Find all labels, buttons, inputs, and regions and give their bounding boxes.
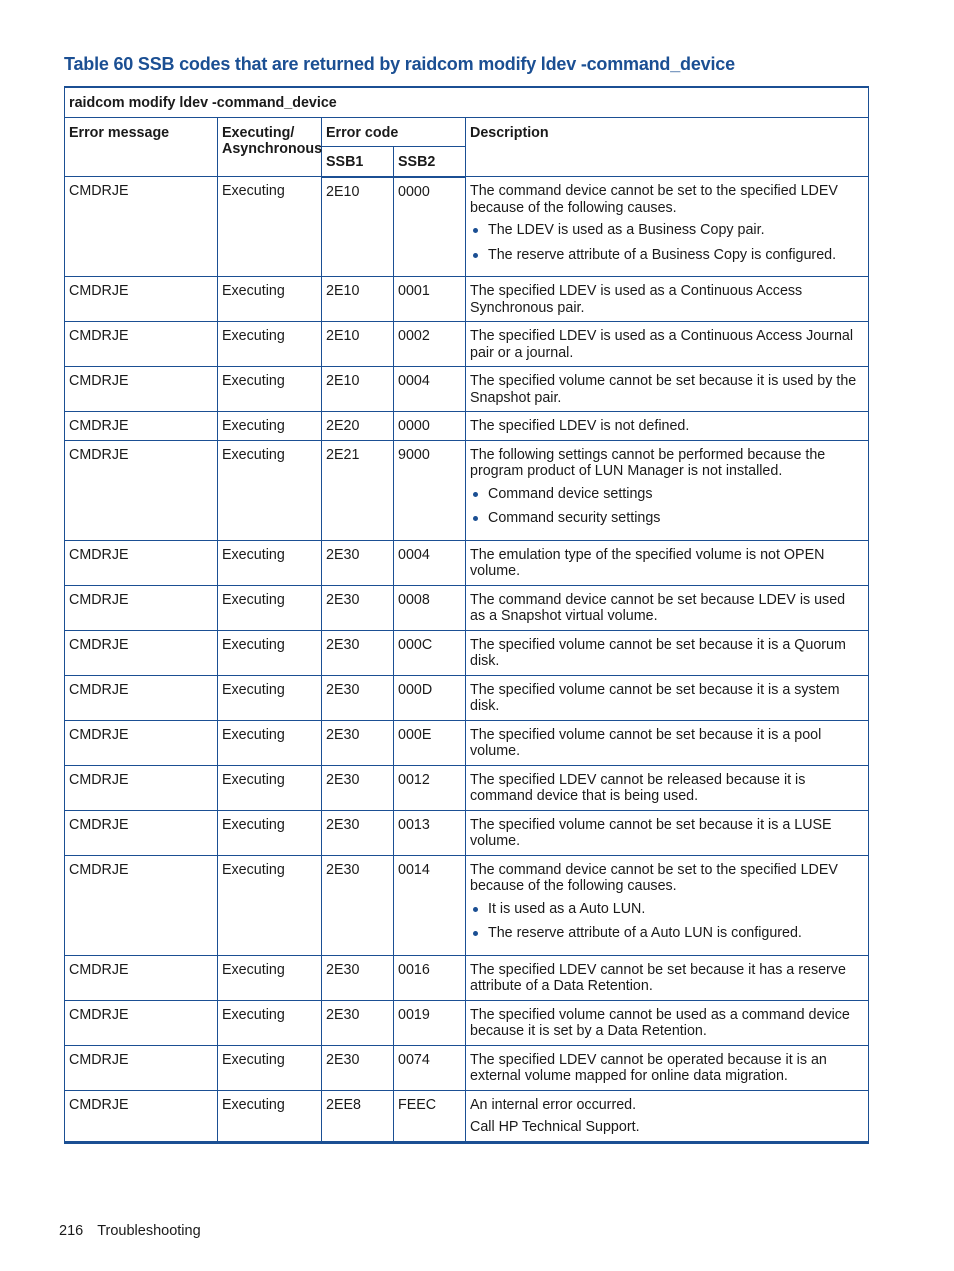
cell-description (466, 630, 869, 675)
cell-ssb2: 0019 (394, 1000, 466, 1045)
cell-ssb1: 2E30 (322, 855, 394, 955)
cell-description (466, 810, 869, 855)
cell-description (466, 675, 869, 720)
cell-description (466, 322, 869, 367)
table-row (65, 765, 869, 810)
cell-ssb1: 2E30 (322, 810, 394, 855)
cell-ssb2: 0000 (394, 412, 466, 441)
cell-ssb1: 2E21 (322, 440, 394, 540)
cell-error-message: CMDRJE (65, 440, 218, 540)
cell-description (466, 412, 869, 441)
description-text: The specified volume cannot be set because it is a pool volume. (470, 726, 822, 759)
cell-executing: Executing (218, 585, 322, 630)
cell-executing: Executing (218, 440, 322, 540)
cell-description (466, 177, 869, 277)
table-row (65, 855, 869, 955)
section-name: Troubleshooting (97, 1223, 201, 1239)
cell-error-message: CMDRJE (65, 1045, 218, 1090)
cell-ssb2: 0008 (394, 585, 466, 630)
cell-executing: Executing (218, 720, 322, 765)
cell-executing: Executing (218, 855, 322, 955)
cell-executing: Executing (218, 675, 322, 720)
description-text: The following settings cannot be performed because the program product of LUN Manager is not installed. (470, 446, 826, 479)
cell-error-message: CMDRJE (65, 630, 218, 675)
cell-executing: Executing (218, 765, 322, 810)
cell-description (466, 855, 869, 955)
cell-ssb1: 2E30 (322, 585, 394, 630)
header-error-message: Error message (65, 117, 218, 177)
cell-ssb1: 2E30 (322, 1000, 394, 1045)
cell-executing: Executing (218, 810, 322, 855)
cell-ssb2: 0014 (394, 855, 466, 955)
cause-list-item: Command device settings (488, 486, 864, 503)
header-executing (218, 117, 322, 177)
description-text: The specified volume cannot be set because it is used by the Snapshot pair. (470, 373, 857, 406)
cell-description (466, 440, 869, 540)
description-text: The emulation type of the specified volume is not OPEN volume. (470, 546, 825, 579)
cell-ssb2: 0000 (394, 177, 466, 277)
table-row (65, 630, 869, 675)
table-row (65, 367, 869, 412)
description-text: The specified LDEV is used as a Continuous Access Journal pair or a journal. (470, 328, 854, 361)
description-note: Call HP Technical Support. (470, 1119, 640, 1135)
cell-description (466, 955, 869, 1000)
cell-description (466, 277, 869, 322)
header-description: Description (466, 117, 869, 177)
cell-executing: Executing (218, 322, 322, 367)
cell-executing: Executing (218, 540, 322, 585)
cell-description (466, 585, 869, 630)
cell-executing: Executing (218, 277, 322, 322)
cell-ssb2: 0001 (394, 277, 466, 322)
cell-error-message: CMDRJE (65, 322, 218, 367)
cause-list-item: The reserve attribute of a Business Copy is configured. (488, 247, 864, 264)
cell-executing: Executing (218, 177, 322, 277)
cause-list (470, 901, 864, 942)
description-text: The command device cannot be set because LDEV is used as a Snapshot virtual volume. (470, 591, 846, 624)
cell-ssb2: 000C (394, 630, 466, 675)
cell-ssb2: 000E (394, 720, 466, 765)
cell-error-message: CMDRJE (65, 1000, 218, 1045)
description-text: The specified volume cannot be set because it is a LUSE volume. (470, 816, 832, 849)
cause-list-item: It is used as a Auto LUN. (488, 901, 864, 918)
cell-ssb1: 2E30 (322, 675, 394, 720)
cell-executing: Executing (218, 1000, 322, 1045)
table-row (65, 720, 869, 765)
cell-ssb2: 0016 (394, 955, 466, 1000)
table-row (65, 277, 869, 322)
cell-ssb1: 2E30 (322, 720, 394, 765)
cell-error-message: CMDRJE (65, 855, 218, 955)
cell-description (466, 1000, 869, 1045)
cell-error-message: CMDRJE (65, 955, 218, 1000)
cell-ssb1: 2E30 (322, 955, 394, 1000)
cell-error-message: CMDRJE (65, 675, 218, 720)
cell-executing: Executing (218, 1045, 322, 1090)
cell-executing: Executing (218, 955, 322, 1000)
table-row (65, 1090, 869, 1142)
cell-ssb2: 9000 (394, 440, 466, 540)
cell-ssb2: 0074 (394, 1045, 466, 1090)
table-row (65, 955, 869, 1000)
cell-ssb1: 2E30 (322, 540, 394, 585)
cell-ssb1: 2E30 (322, 630, 394, 675)
cell-ssb2: 0012 (394, 765, 466, 810)
cell-error-message: CMDRJE (65, 1090, 218, 1142)
table-row (65, 540, 869, 585)
cell-ssb1: 2E20 (322, 412, 394, 441)
description-text: The specified volume cannot be used as a command device because it is set by a Data Retention. (470, 1006, 850, 1039)
table-command-header: raidcom modify ldev -command_device (65, 87, 869, 117)
table-caption: Table 60 SSB codes that are returned by raidcom modify ldev -command_device (64, 54, 735, 74)
description-text: An internal error occurred. (470, 1096, 637, 1113)
table-body (65, 177, 869, 1143)
description-text: The specified LDEV is used as a Continuous Access Synchronous pair. (470, 283, 803, 316)
cell-ssb2: 0004 (394, 367, 466, 412)
cell-ssb1: 2E10 (322, 277, 394, 322)
cell-error-message: CMDRJE (65, 367, 218, 412)
cell-error-message: CMDRJE (65, 412, 218, 441)
cell-description (466, 367, 869, 412)
header-executing-line2: Asynchronous (222, 141, 323, 157)
cause-list-item: The LDEV is used as a Business Copy pair. (488, 222, 864, 239)
description-text: The specified volume cannot be set because it is a system disk. (470, 681, 840, 714)
cell-description (466, 1045, 869, 1090)
page-number: 216 (59, 1223, 84, 1239)
description-text: The specified LDEV is not defined. (470, 418, 690, 434)
cell-executing: Executing (218, 367, 322, 412)
description-text: The specified LDEV cannot be released because it is command device that is being used. (470, 771, 806, 804)
cell-error-message: CMDRJE (65, 177, 218, 277)
cell-ssb1: 2E30 (322, 1045, 394, 1090)
table-row (65, 585, 869, 630)
cell-error-message: CMDRJE (65, 540, 218, 585)
cell-ssb2: 0004 (394, 540, 466, 585)
cell-ssb1: 2E10 (322, 367, 394, 412)
cell-description (466, 540, 869, 585)
description-text: The specified volume cannot be set because it is a Quorum disk. (470, 636, 846, 669)
cause-list-item: Command security settings (488, 510, 864, 527)
cell-executing: Executing (218, 412, 322, 441)
table-row (65, 177, 869, 277)
cell-executing: Executing (218, 1090, 322, 1142)
page-footer (59, 1223, 201, 1239)
cell-error-message: CMDRJE (65, 720, 218, 765)
cell-ssb2: FEEC (394, 1090, 466, 1142)
table-row (65, 322, 869, 367)
description-text: The command device cannot be set to the specified LDEV because of the following causes. (470, 861, 838, 894)
header-executing-line1: Executing/ (222, 124, 295, 141)
header-error-code: Error code (322, 117, 466, 147)
cell-ssb2: 000D (394, 675, 466, 720)
cell-ssb1: 2E30 (322, 765, 394, 810)
cell-description (466, 765, 869, 810)
table-row (65, 440, 869, 540)
description-text: The command device cannot be set to the specified LDEV because of the following causes. (470, 183, 838, 216)
description-text: The specified LDEV cannot be set because it has a reserve attribute of a Data Retention. (470, 961, 846, 994)
table-row (65, 412, 869, 441)
cause-list (470, 486, 864, 527)
header-ssb1: SSB1 (322, 147, 394, 177)
cell-executing: Executing (218, 630, 322, 675)
ssb-codes-table (64, 86, 869, 1144)
header-ssb2: SSB2 (394, 147, 466, 177)
cell-error-message: CMDRJE (65, 277, 218, 322)
cell-ssb1: 2E10 (322, 322, 394, 367)
table-row (65, 1000, 869, 1045)
cell-error-message: CMDRJE (65, 810, 218, 855)
cell-ssb1: 2EE8 (322, 1090, 394, 1142)
cell-ssb2: 0002 (394, 322, 466, 367)
cell-description (466, 1090, 869, 1142)
table-row (65, 1045, 869, 1090)
table-row (65, 675, 869, 720)
cell-error-message: CMDRJE (65, 585, 218, 630)
cell-ssb2: 0013 (394, 810, 466, 855)
cell-error-message: CMDRJE (65, 765, 218, 810)
cell-description (466, 720, 869, 765)
cause-list (470, 222, 864, 263)
cell-ssb1: 2E10 (322, 177, 394, 277)
table-row (65, 810, 869, 855)
cause-list-item: The reserve attribute of a Auto LUN is configured. (488, 925, 864, 942)
description-text: The specified LDEV cannot be operated because it is an external volume mapped for online data migration. (470, 1051, 827, 1084)
